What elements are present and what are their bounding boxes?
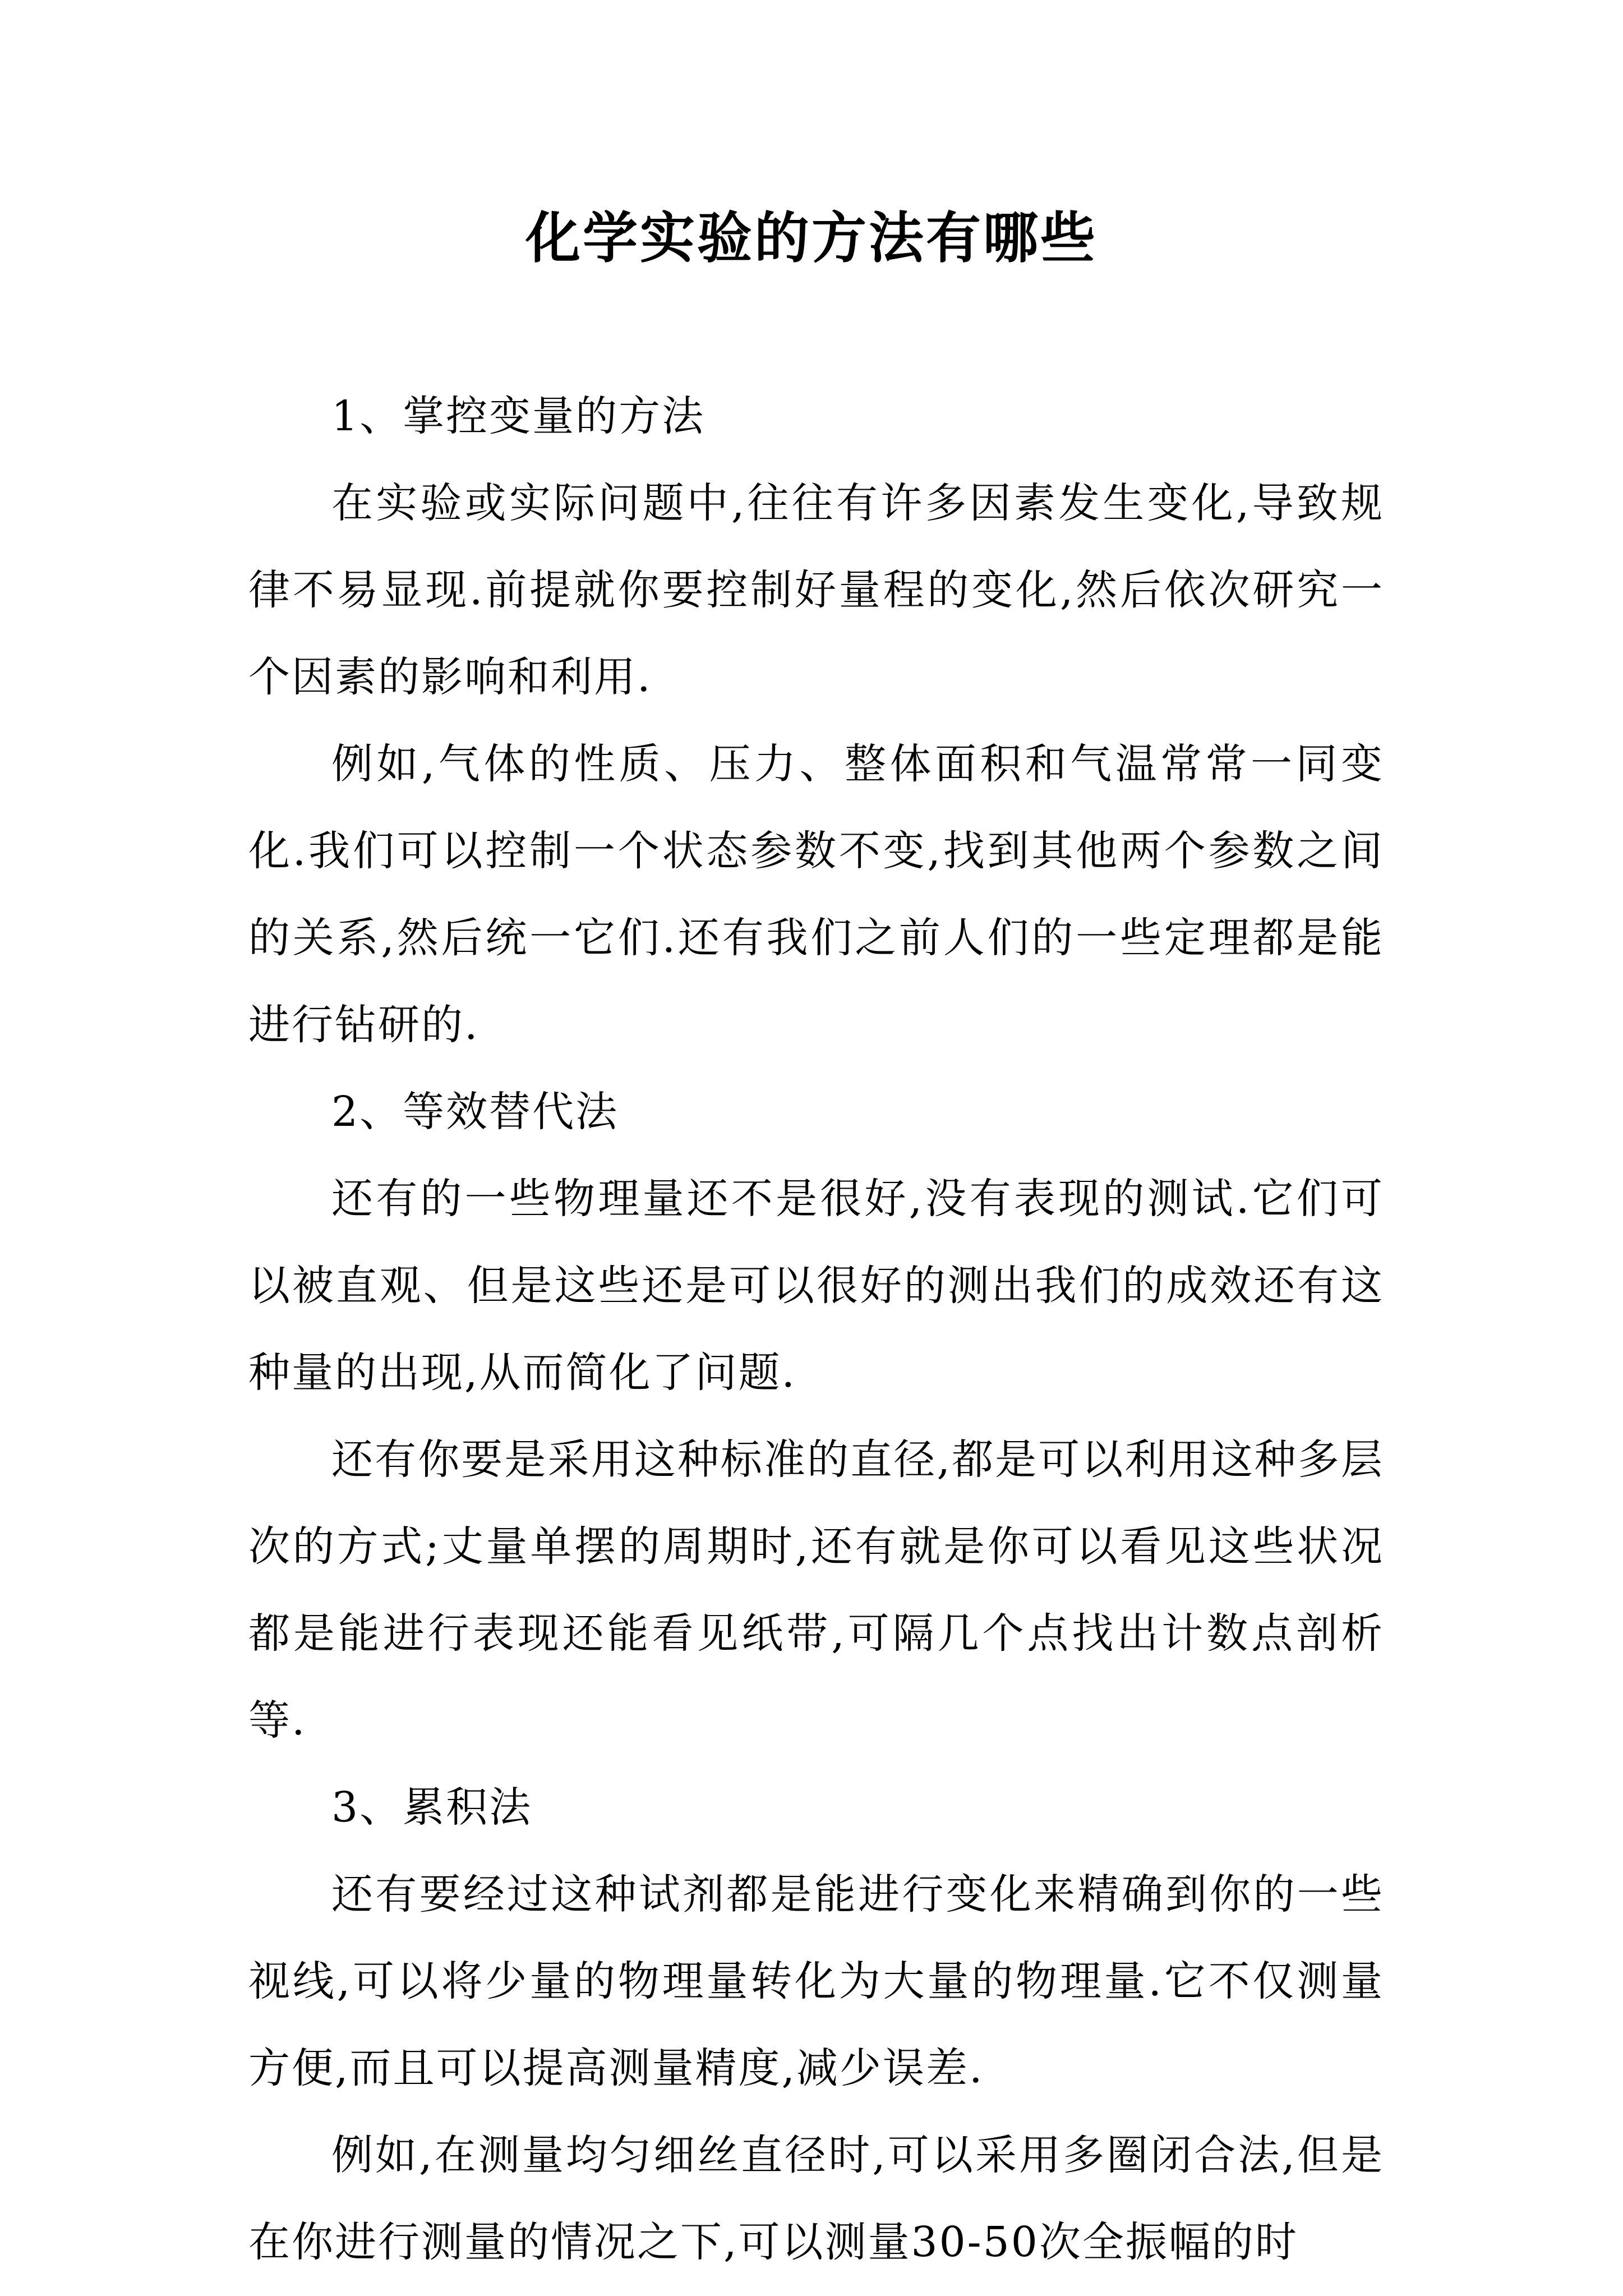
paragraph: 还有你要是采用这种标准的直径,都是可以利用这种多层次的方式;丈量单摆的周期时,还有就是你可以看见这些状况都是能进行表现还能看见纸带,可隔几个点找出计数点剖析等. xyxy=(248,1435,1384,1745)
paragraph: 还有要经过这种试剂都是能进行变化来精确到你的一些视线,可以将少量的物理量转化为大量的物理量.它不仅测量方便,而且可以提高测量精度,减少误差. xyxy=(248,1870,1384,2092)
section-heading-3: 3、累积法 xyxy=(331,1783,533,1832)
section-heading-1: 1、掌控变量的方法 xyxy=(331,392,706,440)
paragraph: 在实验或实际问题中,往往有许多因素发生变化,导致规律不易显现.前提就你要控制好量程的变化,然后依次研究一个因素的影响和利用. xyxy=(248,479,1384,701)
document-body xyxy=(248,373,1384,2286)
paragraph: 例如,气体的性质、压力、整体面积和气温常常一同变化.我们可以控制一个状态参数不变,找到其他两个参数之间的关系,然后统一它们.还有我们之前人们的一些定理都是能进行钻研的. xyxy=(248,740,1384,1049)
section-heading-2: 2、等效替代法 xyxy=(331,1088,619,1136)
paragraph: 例如,在测量均匀细丝直径时,可以采用多圈闭合法,但是在你进行测量的情况之下,可以测量30-50次全振幅的时 xyxy=(248,2131,1384,2266)
document-title: 化学实验的方法有哪些 xyxy=(525,206,1098,270)
paragraph: 还有的一些物理量还不是很好,没有表现的测试.它们可以被直观、但是这些还是可以很好的测出我们的成效还有这种量的出现,从而简化了问题. xyxy=(248,1175,1384,1397)
